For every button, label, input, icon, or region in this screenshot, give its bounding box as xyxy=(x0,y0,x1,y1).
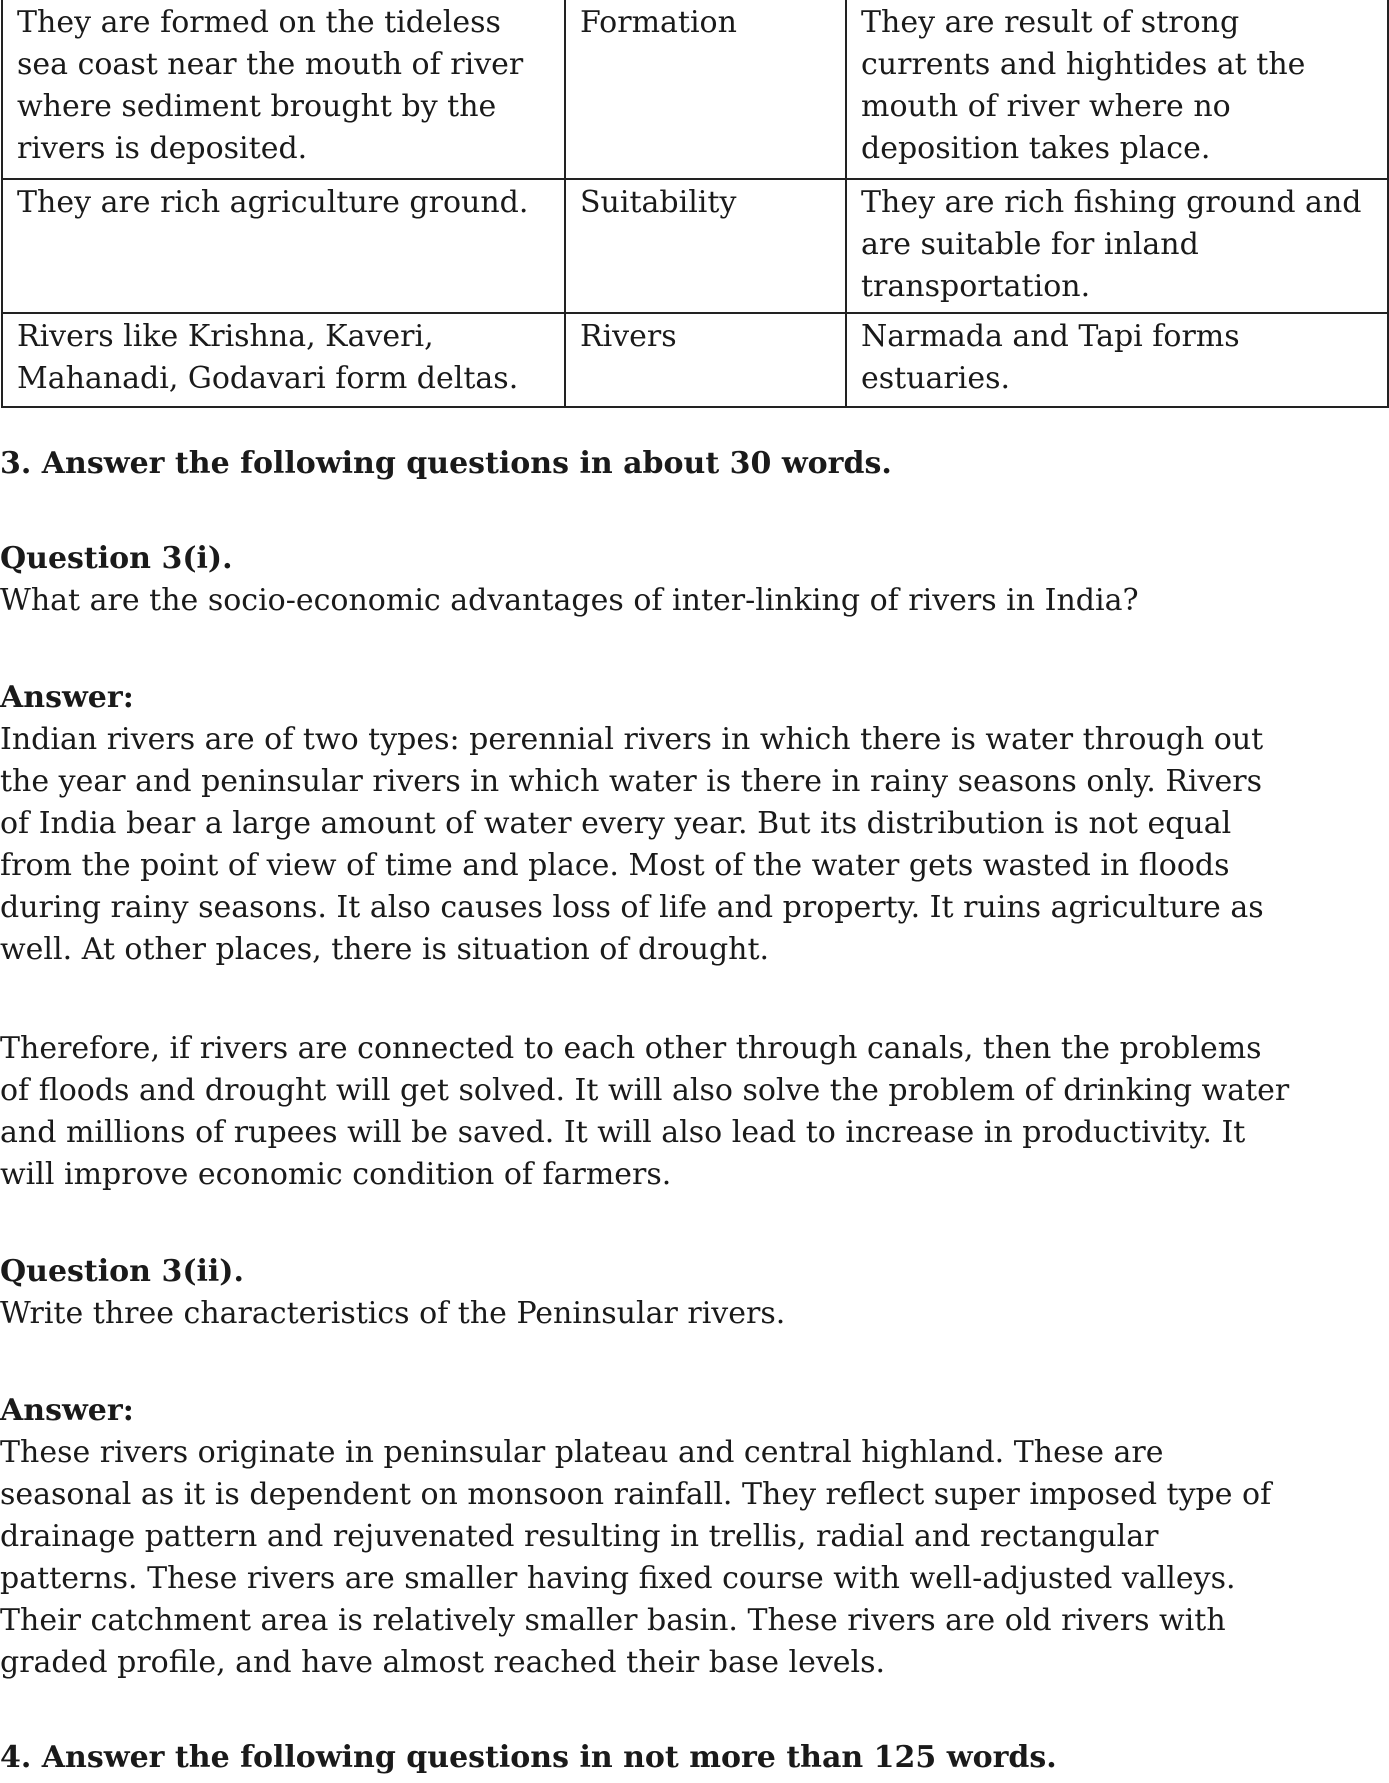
answer-3i-label: Answer: xyxy=(0,680,134,715)
table-cell: Rivers like Krishna, Kaveri, Mahanadi, Godavari form deltas. xyxy=(2,313,565,407)
question-3i-text: What are the socio-economic advantages of inter-linking of rivers in India? xyxy=(0,583,1139,618)
table-cell: Suitability xyxy=(565,179,846,313)
answer-3i-paragraph-1: Indian rivers are of two types: perennial rivers in which there is water through out the year and peninsular rivers in which water is there in rainy seasons only. Rivers of India bear a large amount of water every year. But its distribution is not equal from the point of view of time and place. Most of the water gets wasted in floods during rainy seasons. It also causes loss of life and property. It ruins agriculture as well. At other places, there is situation of drought. xyxy=(0,722,1264,967)
table-cell: They are formed on the tideless sea coast near the mouth of river where sediment brought by the rivers is deposited. xyxy=(2,0,565,179)
section-4-heading: 4. Answer the following questions in not more than 125 words. xyxy=(0,1740,1057,1775)
table-cell: Formation xyxy=(565,0,846,179)
question-3ii-label: Question 3(ii). xyxy=(0,1254,244,1289)
table-row xyxy=(2,313,1388,407)
table-row xyxy=(2,0,1388,179)
answer-3ii-label: Answer: xyxy=(0,1393,134,1428)
table-cell: They are rich fishing ground and are suitable for inland transportation. xyxy=(846,179,1388,313)
question-3i-label: Question 3(i). xyxy=(0,541,233,576)
table-cell: They are result of strong currents and hightides at the mouth of river where no deposition takes place. xyxy=(846,0,1388,179)
table-cell: Rivers xyxy=(565,313,846,407)
answer-3i-paragraph-2: Therefore, if rivers are connected to each other through canals, then the problems of floods and drought will get solved. It will also solve the problem of drinking water and millions of rupees will be saved. It will also lead to increase in productivity. It will improve economic condition of farmers. xyxy=(0,1031,1290,1192)
answer-3ii-paragraph-1: These rivers originate in peninsular plateau and central highland. These are seasonal as it is dependent on monsoon rainfall. They reflect super imposed type of drainage pattern and rejuvenated resulting in trellis, radial and rectangular patterns. These rivers are smaller having fixed course with well-adjusted valleys. Their catchment area is relatively smaller basin. These rivers are old rivers with graded profile, and have almost reached their base levels. xyxy=(0,1435,1272,1680)
question-3ii-text: Write three characteristics of the Peninsular rivers. xyxy=(0,1296,786,1331)
table-cell: Narmada and Tapi forms estuaries. xyxy=(846,313,1388,407)
delta-estuary-comparison-table xyxy=(1,0,1389,408)
section-3-heading: 3. Answer the following questions in about 30 words. xyxy=(0,446,892,481)
table-cell: They are rich agriculture ground. xyxy=(2,179,565,313)
table-row xyxy=(2,179,1388,313)
